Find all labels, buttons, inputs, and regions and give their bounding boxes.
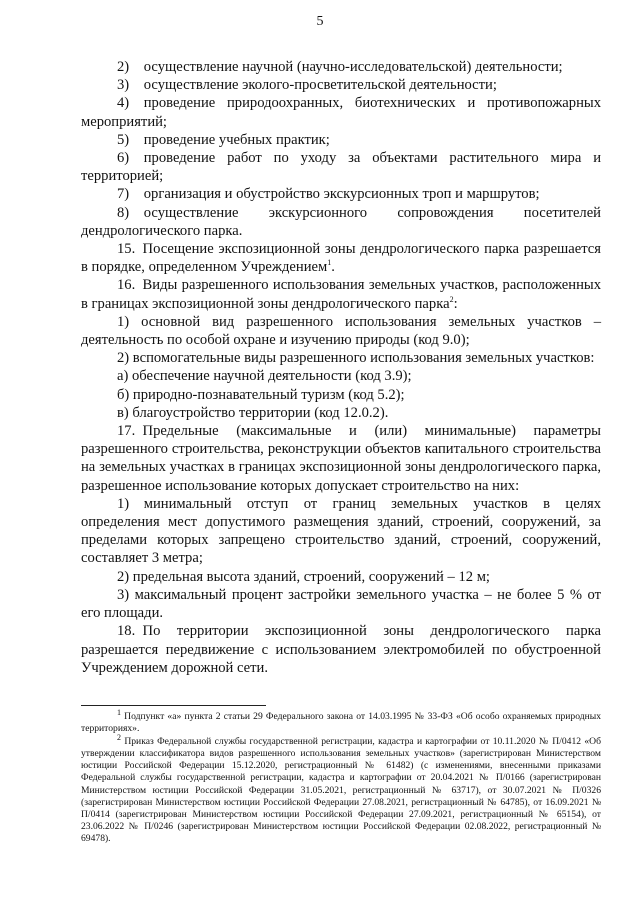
footnote-text: Приказ Федеральной службы государственной регистрации, кадастра и картографии от 10.11.2020 № П/0412 «Об утверждении классификатора видов разрешенного использования земельных участков» (зарегистрирован Министерством юстиции Российской Федерации 15.12.2020, регистрационный № 61482) (с изменениями, внесенными приказами Федеральной службы государственной регистрации, кадастра и картографии от 20.04.2021 № П/0166 (зарегистрирован Министерством юстиции Российской Федерации 31.05.2021, регистрационный № 63717), от 30.07.2021 № П/0326 (зарегистрирован Министерством юстиции Российской Федерации 27.08.2021, регистрационный № 64785), от 16.09.2021 № П/0414 (зарегистрирован Министерством юстиции Российской Федерации 27.09.2021, регистрационный № 65154), от 23.06.2022 № П/0246 (зарегистрирован Министерством юстиции Российской Федерации 02.08.2022, регистрационный № 69478). (81, 736, 601, 844)
list-item: 1) основной вид разрешенного использования земельных участков – деятельность по особой охране и изучению природы (код 9.0); (81, 313, 601, 349)
footnote (81, 707, 601, 735)
list-item: б) природно-познавательный туризм (код 5.2); (117, 386, 405, 403)
list-item: 6) проведение работ по уходу за объектами растительного мира и территорией; (81, 150, 601, 185)
list-item: а) обеспечение научной деятельности (код 3.9); (117, 368, 412, 385)
page-number: 5 (316, 14, 324, 29)
footnote-divider (81, 705, 266, 706)
list-item: 2) осуществление научной (научно-исследовательской) деятельности; (117, 59, 563, 75)
paragraph-15 (81, 240, 601, 276)
paragraph-16-tail: : (453, 295, 458, 312)
paragraph-15-text: 15. Посещение экспозиционной зоны дендрологического парка разрешается в порядке, определенном Учреждением (81, 241, 601, 276)
footnote-ref: 1 (327, 258, 332, 268)
paragraph-16 (81, 276, 601, 312)
paragraph-15-tail: . (331, 259, 335, 276)
footnote (81, 733, 601, 845)
footnote-text: Подпункт «а» пункта 2 статьи 29 Федерального закона от 14.03.1995 № 33-ФЗ «Об особо охраняемых природных территориях». (81, 711, 601, 735)
list-item: 3) максимальный процент застройки земельного участка – не более 5 % от его площади. (81, 586, 601, 622)
list-item: 5) проведение учебных практик; (117, 131, 330, 148)
list-item: 2) вспомогательные виды разрешенного использования земельных участков: (117, 350, 595, 367)
list-item: 4) проведение природоохранных, биотехнических и противопожарных мероприятий; (81, 95, 601, 130)
footnote-mark: 1 (117, 707, 121, 717)
list-item: в) благоустройство территории (код 12.0.2). (117, 404, 389, 421)
paragraph-18: 18. По территории экспозиционной зоны дендрологического парка разрешается передвижение с использованием электромобилей по обустроенной Учреждением дорожной сети. (81, 623, 601, 676)
list-item: 8) осуществление экскурсионного сопровождения посетителей дендрологического парка. (81, 204, 601, 239)
footnote-mark: 2 (117, 733, 121, 742)
list-item: 1) минимальный отступ от границ земельных участков в целях определения мест допустимого размещения зданий, строений, сооружений, за пределами которых запрещено строительство зданий, строений, сооружений, составляет 3 метра; (81, 495, 601, 567)
list-item: 3) осуществление эколого-просветительской деятельности; (117, 77, 497, 94)
paragraph-17: 17. Предельные (максимальные и (или) минимальные) параметры разрешенного строительства, реконструкции объектов капитального строительства на земельных участках в границах экспозиционной зоны дендрологического парка, разрешенное использование которых допускает строительство на них: (81, 423, 601, 494)
list-item: 7) организация и обустройство экскурсионных троп и маршрутов; (117, 186, 540, 203)
footnote-ref: 2 (449, 294, 454, 304)
list-item: 2) предельная высота зданий, строений, сооружений – 12 м; (117, 568, 490, 585)
document-body (81, 58, 601, 677)
footnotes (81, 707, 601, 846)
paragraph-16-text: 16. Виды разрешенного использования земельных участков, расположенных в границах экспозиционной зоны дендрологического парка (81, 277, 601, 312)
